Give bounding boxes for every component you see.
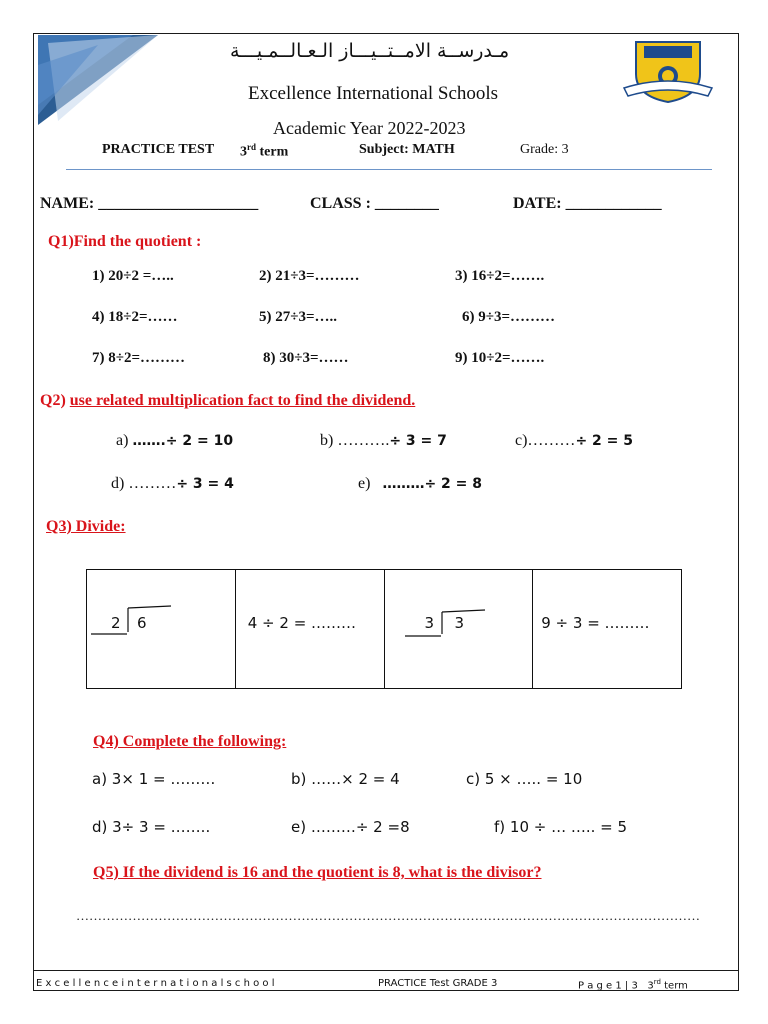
- footer-rule: [33, 970, 739, 971]
- q4-title: Q4) Complete the following:: [93, 733, 287, 750]
- q1-item: 7) 8÷2=………: [92, 350, 186, 366]
- q5-title: Q5) If the dividend is 16 and the quotient is 8, what is the divisor?: [93, 864, 542, 881]
- class-field[interactable]: CLASS : ________: [310, 195, 439, 212]
- long-division-cell[interactable]: [87, 570, 236, 688]
- q1-item: 8) 30÷3=……: [263, 350, 349, 366]
- q1-item: 2) 21÷3=………: [259, 268, 360, 284]
- corner-decoration: [38, 35, 158, 125]
- school-logo: [622, 38, 714, 104]
- arabic-school-name: مـدرســة الامــتــيـــاز الـعـالــمـيـــة: [230, 40, 510, 62]
- q1-title: Q1)Find the quotient :: [48, 233, 202, 250]
- q4-item: b) ……× 2 = 4: [291, 770, 400, 788]
- divide-table: [86, 569, 682, 689]
- header-rule: [66, 169, 712, 170]
- school-name: Excellence International Schools: [248, 83, 499, 104]
- q2-item-b: b) ……….÷ 3 = 7: [320, 432, 447, 449]
- q2-item-c: c)………÷ 2 = 5: [515, 432, 634, 449]
- q4-item: e) ………÷ 2 =8: [291, 818, 410, 836]
- name-field[interactable]: NAME: ____________________: [40, 195, 259, 212]
- long-division-bracket: [87, 570, 235, 688]
- page-border: [33, 33, 739, 991]
- q1-item: 5) 27÷3=…..: [259, 309, 338, 325]
- q1-item: 6) 9÷3=………: [462, 309, 556, 325]
- q1-item: 9) 10÷2=…….: [455, 350, 545, 366]
- practice-test-label: PRACTICE TEST: [102, 142, 215, 157]
- division-cell[interactable]: [533, 570, 681, 688]
- q4-item: f) 10 ÷ … ….. = 5: [494, 818, 628, 836]
- q1-item: 3) 16÷2=…….: [455, 268, 545, 284]
- division-cell[interactable]: [236, 570, 385, 688]
- dividend: 3: [454, 614, 465, 632]
- dividend: 6: [137, 614, 147, 632]
- q2-item-d: d) ………÷ 3 = 4: [111, 475, 234, 492]
- q2-title: Q2) use related multiplication fact to find the dividend.: [40, 392, 416, 409]
- date-field[interactable]: DATE: ____________: [513, 195, 662, 212]
- grade-label: Grade: 3: [520, 142, 569, 157]
- q4-item: a) 3× 1 = ………: [92, 770, 216, 788]
- footer-page: P a g e 1 | 3 3rd term: [578, 978, 688, 992]
- division-expression: 9 ÷ 3 = ………: [541, 614, 650, 632]
- footer-test-label: PRACTICE Test GRADE 3: [378, 978, 498, 989]
- q1-item: 1) 20÷2 =…..: [92, 268, 174, 284]
- q4-item: c) 5 × ….. = 10: [466, 770, 583, 788]
- q4-item: d) 3÷ 3 = ……..: [92, 818, 211, 836]
- subject-label: Subject: MATH: [359, 142, 455, 157]
- division-expression: 4 ÷ 2 = ………: [247, 614, 357, 632]
- academic-year: Academic Year 2022-2023: [273, 118, 466, 138]
- term-label: 3rd term: [240, 142, 289, 160]
- divisor: 2: [111, 614, 121, 632]
- q2-item-a: a) …….÷ 2 = 10: [116, 432, 234, 449]
- long-division-cell[interactable]: [385, 570, 534, 688]
- footer-school: E x c e l l e n c e i n t e r n a t i o n a l s c h o o l: [36, 978, 275, 989]
- q5-answer-line[interactable]: ………………………………………………………………………………………………………………………………: [76, 908, 700, 923]
- q3-title: Q3) Divide:: [46, 518, 126, 535]
- q2-item-e: e) ………÷ 2 = 8: [358, 475, 483, 492]
- divisor: 3: [424, 614, 435, 632]
- q1-item: 4) 18÷2=……: [92, 309, 178, 325]
